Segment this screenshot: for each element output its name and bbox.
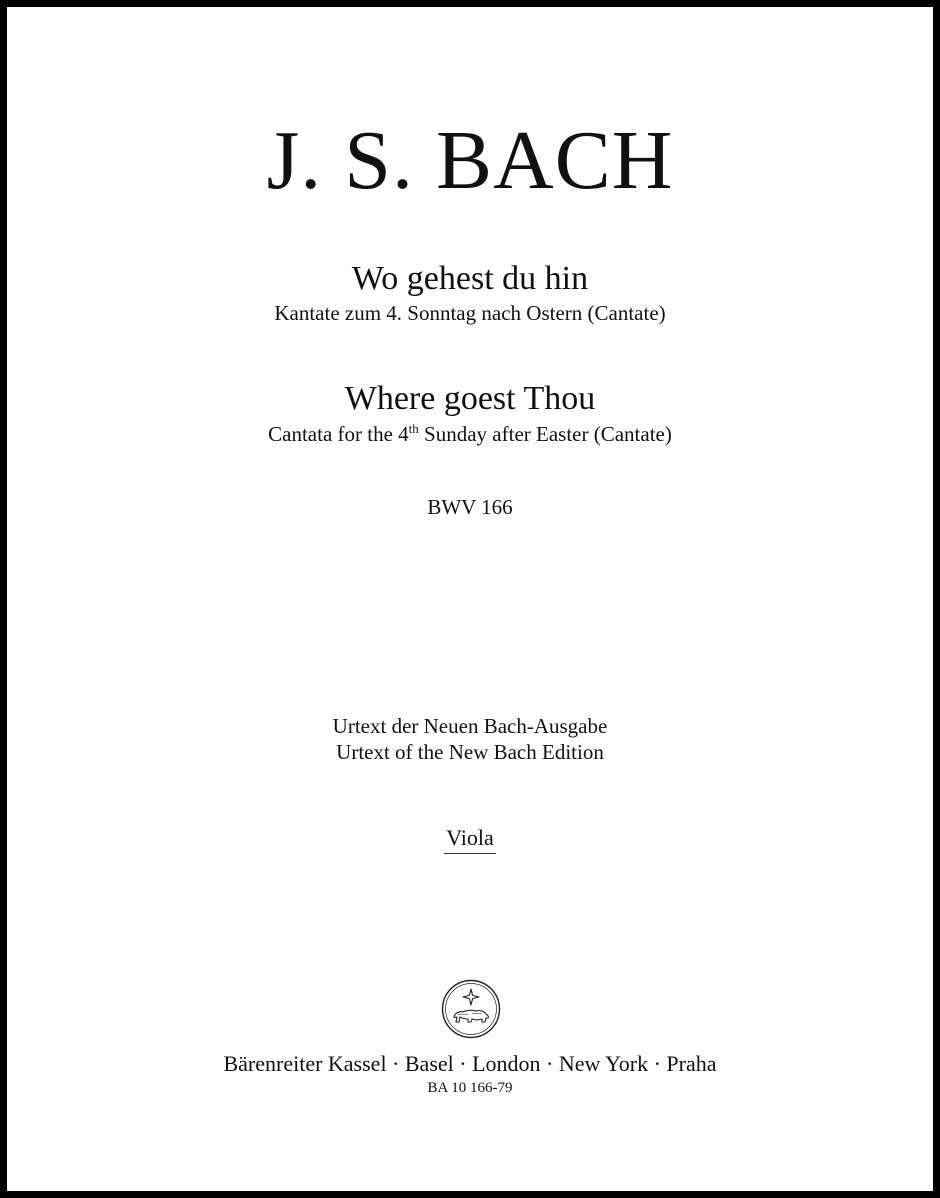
work-title-german: Wo gehest du hin bbox=[351, 260, 589, 297]
instrument-part bbox=[7, 827, 933, 854]
title-page bbox=[7, 7, 933, 1191]
publisher-line: Bärenreiter Kassel · Basel · London · New York · Praha bbox=[223, 1051, 717, 1076]
ordinal-suffix: th bbox=[408, 421, 419, 436]
work-title-english: Where goest Thou bbox=[344, 380, 596, 417]
work-subtitle-german: Kantate zum 4. Sonntag nach Ostern (Cantate) bbox=[274, 301, 666, 325]
urtext-line-english: Urtext of the New Bach Edition bbox=[336, 740, 604, 764]
subtitle-english-start: Cantata for the 4 bbox=[268, 422, 409, 446]
part-label: Viola bbox=[444, 827, 496, 854]
composer-name: J. S. BACH bbox=[266, 114, 674, 207]
catalog-number: BWV 166 bbox=[427, 495, 513, 519]
subtitle-english-end: Sunday after Easter (Cantate) bbox=[418, 422, 672, 446]
work-subtitle-english bbox=[7, 421, 933, 446]
baerenreiter-bear-logo-icon bbox=[441, 979, 501, 1039]
urtext-line-german: Urtext der Neuen Bach-Ausgabe bbox=[332, 714, 608, 738]
order-number: BA 10 166-79 bbox=[427, 1080, 513, 1096]
